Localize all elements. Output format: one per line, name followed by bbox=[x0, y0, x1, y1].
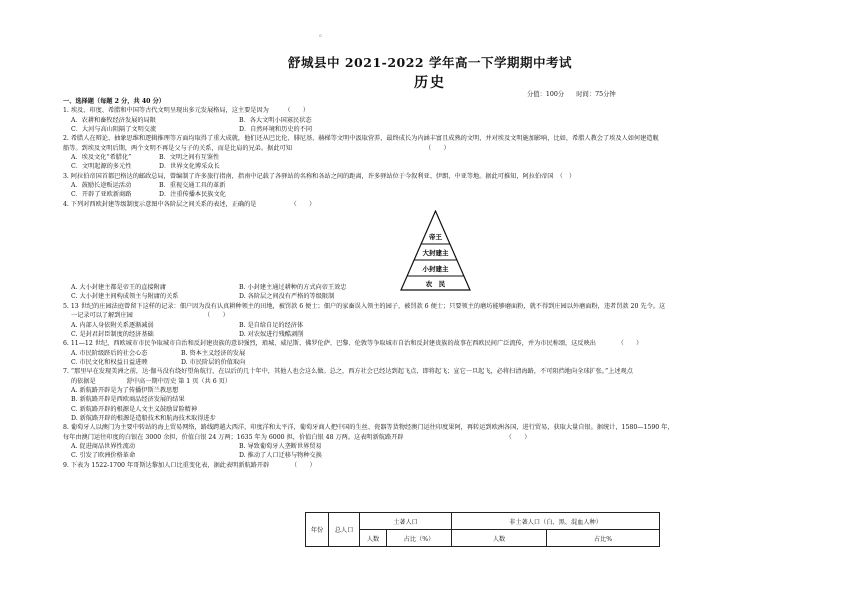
q5-options-row2 bbox=[63, 330, 803, 339]
q8-option-a: A. 促进商品世界性流动 bbox=[71, 442, 136, 450]
q2-options-row1 bbox=[63, 153, 803, 162]
table-header-row-2 bbox=[306, 530, 660, 547]
q1-options-row1 bbox=[63, 116, 803, 125]
q4-option-b: B. 小封建主通过耕种的方式向帝王效忠 bbox=[239, 284, 347, 292]
q3-options-row2 bbox=[63, 190, 803, 199]
header-dot: 。 bbox=[319, 29, 327, 38]
q4-options-row2 bbox=[63, 292, 803, 301]
q2-options-row2 bbox=[63, 162, 803, 171]
q1-options-row2 bbox=[63, 125, 803, 134]
q8-options-row1 bbox=[63, 442, 803, 451]
q6-options-row1 bbox=[63, 349, 803, 358]
header-non-native: 非土著人口（白、黑、混血人种） bbox=[452, 513, 660, 530]
q2-stem-line2: 船等。到埃及文明后期，两个文明不再是父与子的关系，而是比肩的兄弟。据此可知 （ ） bbox=[63, 144, 450, 152]
q5-option-d: D. 对农奴进行残酷剥削 bbox=[239, 330, 304, 338]
q8-stem-line2: 每年由澳门运往印度的白银在 3000 余担，价值白银 24 万两；1635 年为 6000 担，价值白银 48 万两。这表明新航路开辟 （ ） bbox=[63, 433, 531, 441]
q6-option-b: B. 资本主义经济的发展 bbox=[181, 349, 246, 357]
pyramid-level-great-lords: 大封建主 bbox=[422, 249, 449, 257]
header-non-native-ratio: 占比% bbox=[547, 530, 660, 547]
q2-option-a: A．埃及文化“希腊化” bbox=[71, 154, 132, 162]
q1-option-b: B．各大文明小国寡民状态 bbox=[239, 116, 312, 124]
q6-option-a: A. 市民阶级跻后的社会心态 bbox=[71, 349, 148, 357]
table-header-row-1 bbox=[306, 513, 660, 530]
q1-stem: 1. 埃及、印度、希腊和中国等古代文明呈现出多元发展格局，这主要是因为 （ ） bbox=[63, 107, 310, 115]
q8-option-c: C. 引发了欧洲价格革命 bbox=[71, 452, 136, 460]
section-heading: 一、选择题（每题 2 分，共 40 分） bbox=[63, 98, 165, 105]
q7-stem-line2: 的依据是 舒中高一期中历史 第 1 页（共 6 页） bbox=[71, 377, 232, 385]
q5-option-b: B. 是自给自足的经济体 bbox=[239, 321, 304, 329]
q4-option-c: C. 大小封建主间构成领主与附庸的关系 bbox=[71, 293, 179, 301]
q6-options-row2 bbox=[63, 358, 803, 367]
q1-option-a: A．农耕和畜牧经济发展的局限 bbox=[71, 116, 156, 124]
header-native: 土著人口 bbox=[360, 513, 452, 530]
q1-option-c: C．大河与高山阻隔了文明交流 bbox=[71, 126, 157, 134]
score-info: 分值：100分 bbox=[527, 91, 565, 98]
q8-options-row2 bbox=[63, 451, 803, 460]
pyramid-level-emperor: 帝王 bbox=[429, 233, 442, 241]
header-non-native-count: 人数 bbox=[452, 530, 547, 547]
q5-stem-line1: 5. 13 世纪的庄园法庭曾留下这样的记录：佃户因为没有认真耕种领主的田地，被罚款 6 便士；佃户的家畜误入领主的园子，被罚款 6 便士；只要领主的磨坊能够磨面粉，就不得到庄园以外磨面粉，违者罚款 20 先令。这 bbox=[63, 302, 666, 310]
q3-option-d: D．注重传播本民族文化 bbox=[159, 191, 226, 199]
header-native-ratio: 占比（%） bbox=[387, 530, 452, 547]
q1-option-d: D．自然环境和历史的不同 bbox=[239, 126, 313, 134]
q3-options-row1 bbox=[63, 181, 803, 190]
q4-stem: 4. 下列对西欧封建等级制度示意图中各阶层之间关系的表述，正确的是 （ ） bbox=[63, 200, 316, 208]
subject-title: 历史 bbox=[414, 75, 446, 91]
pyramid-level-lesser-lords: 小封建主 bbox=[422, 265, 449, 273]
q7-option-a: A. 新航路开辟是为了传播伊斯兰教思想 bbox=[71, 386, 179, 394]
q7-option-d: D. 新航路开辟的根源是造船技术和航海技术取得进步 bbox=[71, 414, 216, 422]
q6-option-d: D. 市民阶层的价值取向 bbox=[181, 358, 246, 366]
feudal-hierarchy-pyramid bbox=[400, 210, 471, 292]
q3-option-b: B．重视交通工具的革新 bbox=[159, 182, 226, 190]
q3-option-c: C．开辟了亚欧新商路 bbox=[71, 191, 132, 199]
header-native-count: 人数 bbox=[360, 530, 387, 547]
header-year: 年份 bbox=[306, 513, 329, 547]
q2-stem-line1: 2. 希腊人在辩论、抽象思维和逻辑推理等方面均取得了重大成就，他们还从巴比伦、腓尼基、赫梯等文明中汲取营养，最终成长为内涵丰富且成熟的文明，并对埃及文明施加影响，比如，希腊人教会了埃及人如何建造舰 bbox=[63, 135, 659, 143]
q3-option-a: A．鼓励长途贩运活动 bbox=[71, 182, 132, 190]
q5-options-row1 bbox=[63, 321, 803, 330]
q7-option-b: B. 新航路开辟是西欧商品经济发展的结果 bbox=[71, 396, 185, 404]
q9-stem: 9. 下表为 1522-1700 年哥斯达黎加人口比重变化表，据此表明新航路开辟 （ ） bbox=[63, 461, 316, 469]
population-table bbox=[305, 512, 660, 547]
exam-title: 舒城县中 2021-2022 学年高一下学期期中考试 bbox=[288, 55, 572, 70]
q6-option-c: C. 市民文化和权益日益进睦 bbox=[71, 358, 148, 366]
q4-option-a: A. 大小封建主都是帝王的直接附庸 bbox=[71, 284, 167, 292]
q7-option-c: C. 新航路开辟的根源是人文主义鼓励冒险精神 bbox=[71, 405, 198, 413]
q5-option-c: C. 是封君封臣制度的经济基础 bbox=[71, 330, 154, 338]
pyramid-level-peasants: 农 民 bbox=[425, 280, 446, 288]
q2-option-c: C．文明起源的多元性 bbox=[71, 163, 132, 171]
q6-stem: 6. 11—12 世纪，西欧城市市民争取城市自治和反封建贵族的意识强烈，琅城、威尼斯、佛罗伦萨、巴黎、伦敦等争取城市自治和反封建贵族的故事在西欧民间广泛流传，并为市民称颂，这反映出 （ ） bbox=[63, 340, 643, 348]
time-info: 时间：75分钟 bbox=[576, 91, 616, 98]
q2-option-d: D．世界文化博采众长 bbox=[159, 163, 220, 171]
header-total: 总人口 bbox=[329, 513, 360, 547]
q7-stem-line1: 7. “那里早在发现美洲之前，达·伽马没有绕好望角航行，在以后的几十年中，其他人也会这么做。总之，西方社会已经达到起飞点，即将起飞；宣它一旦起飞，必将扫清海路，不可阻挡地向全球扩张。”上述观点 bbox=[63, 368, 633, 376]
q8-option-b: B. 导致葡萄牙人垄断世界贸易 bbox=[239, 442, 322, 450]
q2-option-b: B．文明之间有互鉴性 bbox=[159, 154, 220, 162]
q5-option-a: A. 内部人身依附关系逐渐减弱 bbox=[71, 321, 154, 329]
q8-stem-line1: 8. 葡萄牙人以澳门为主要中转站的海上贸易网络，路线跨越大西洋，印度洋和太平洋，葡萄牙商人把中国的生丝、瓷器等货物经澳门运往印度果阿，再转运到欧洲各国，进行贸易，获取大量自银。据统计，1580—1590 年， bbox=[63, 424, 674, 432]
q4-option-d: D. 各阶层之间没有严格的等级限制 bbox=[239, 293, 335, 301]
q5-stem-line2: 一记录可以了解到庄园 （ ） bbox=[71, 312, 229, 320]
q8-option-d: D. 推动了人口迁移与物种交换 bbox=[239, 452, 322, 460]
q3-stem: 3. 阿拉伯帝国首都巴格达的邮政总局，曾编制了许多旅行指南，指南中记载了各驿站的名称和各站之间的距离，许多驿站位于今叙利亚、伊朗、中亚等地。据此可推知，阿拉伯帝国 （ ） bbox=[63, 172, 576, 180]
